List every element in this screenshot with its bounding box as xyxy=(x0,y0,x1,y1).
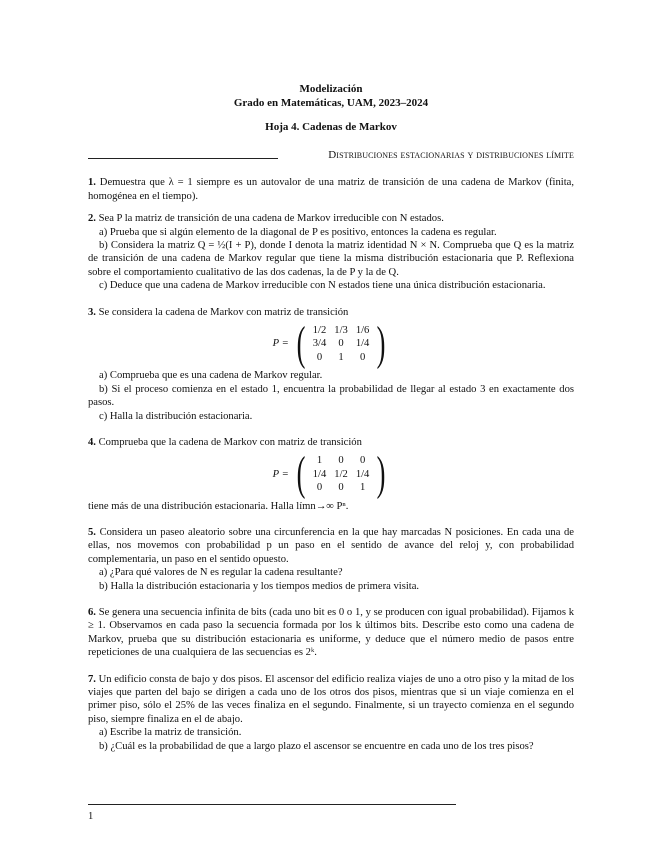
page-number: 1 xyxy=(88,811,94,822)
problem-1 xyxy=(88,176,574,203)
problem-number: 5. xyxy=(88,526,96,538)
footer-rule xyxy=(88,804,456,805)
part-c: c) Deduce que una cadena de Markov irreducible con N estados tiene una única distribución estacionaria. xyxy=(99,280,546,292)
matrix-table xyxy=(309,324,374,364)
left-paren: ( xyxy=(296,447,306,501)
matrix-cell: 1/6 xyxy=(355,325,370,337)
problem-text: Considera un paseo aleatorio sobre una circunferencia en la que hay marcadas N posiciones. En cada una de ellas, nos movemos con probabilidad p un paso en el sentido de avance del reloj y, con probabilidad complementaria, un paso en el sentido opuesto. xyxy=(88,526,574,565)
problem-4 xyxy=(88,436,574,513)
right-paren: ) xyxy=(376,447,386,501)
matrix-cell: 1/2 xyxy=(334,468,348,480)
matrix-table xyxy=(309,454,374,494)
course-line: Grado en Matemáticas, UAM, 2023–2024 xyxy=(233,97,429,109)
problem-text: Sea P la matriz de transición de una cadena de Markov irreducible con N estados. xyxy=(98,213,444,225)
section-heading xyxy=(88,149,574,162)
problem-2 xyxy=(88,212,574,292)
part-b: b) Halla la distribución estacionaria y los tiempos medios de primera visita. xyxy=(99,580,420,592)
matrix-cell: 0 xyxy=(338,338,344,350)
matrix-cell: 1 xyxy=(359,482,366,494)
matrix-cell: 1/3 xyxy=(334,325,348,337)
matrix-cell: 0 xyxy=(316,351,323,363)
problem-number: 1. xyxy=(88,177,96,189)
transition-matrix-p4 xyxy=(88,447,574,501)
matrix-cell: 1/4 xyxy=(355,468,370,480)
part-b: b) ¿Cuál es la probabilidad de que a largo plazo el ascensor se encuentre en cada uno de los tres pisos? xyxy=(99,740,534,752)
matrix-label: P = xyxy=(272,338,289,350)
part-a: a) Escribe la matriz de transición. xyxy=(99,727,242,739)
problem-text: Se genera una secuencia infinita de bits (cada uno bit es 0 o 1, y se producen con igual probabilidad). Fijamos k ≥ 1. Observamos en cada paso la secuencia formada por los k últimos bits. Describe esto como una cadena de Markov, prueba que su distribución estacionaria es uniforme, y deduce que el número medio de pasos entre repeticiones de una cualquiera de las secuencias es 2ᵏ. xyxy=(88,606,574,659)
document-header xyxy=(88,82,574,134)
part-b: b) Si el proceso comienza en el estado 1, encuentra la probabilidad de llegar al estado 3 en exactamente dos pasos. xyxy=(88,383,574,409)
problem-6 xyxy=(88,606,574,660)
part-a: a) Comprueba que es una cadena de Markov regular. xyxy=(99,370,323,382)
part-a: a) Prueba que si algún elemento de la diagonal de P es positivo, entonces la cadena es regular. xyxy=(99,226,497,238)
matrix-cell: 1/4 xyxy=(312,468,327,480)
transition-matrix-p3 xyxy=(88,317,574,371)
section-rule xyxy=(88,158,278,159)
problem-number: 2. xyxy=(88,213,96,225)
sheet-title: Hoja 4. Cadenas de Markov xyxy=(265,121,397,133)
section-title: Distribuciones estacionarias y distribuciones límite xyxy=(328,149,574,161)
right-paren: ) xyxy=(376,317,386,371)
matrix-cell: 1/4 xyxy=(355,338,370,350)
matrix-label: P = xyxy=(272,468,289,480)
problem-text: Comprueba que la cadena de Markov con matriz de transición xyxy=(98,436,362,448)
problem-number: 7. xyxy=(88,673,96,685)
problem-4-after: tiene más de una distribución estacionaria. Halla límn→∞ Pⁿ. xyxy=(88,500,349,512)
part-a: a) ¿Para qué valores de N es regular la cadena resultante? xyxy=(99,567,343,579)
problem-5 xyxy=(88,526,574,593)
document-title: Modelización xyxy=(299,83,363,95)
problem-text: Se considera la cadena de Markov con matriz de transición xyxy=(98,306,349,318)
matrix-cell: 1/2 xyxy=(312,325,327,337)
document-page xyxy=(88,82,574,753)
matrix-cell: 1 xyxy=(338,351,344,363)
matrix-cell: 0 xyxy=(316,482,323,494)
matrix-cell: 0 xyxy=(338,455,344,467)
matrix-cell: 0 xyxy=(359,455,366,467)
matrix-cell: 1 xyxy=(316,455,323,467)
problem-number: 3. xyxy=(88,306,96,318)
matrix-cell: 0 xyxy=(359,351,366,363)
problem-number: 4. xyxy=(88,436,96,448)
part-c: c) Halla la distribución estacionaria. xyxy=(99,410,253,422)
problem-number: 6. xyxy=(88,606,96,618)
problem-3 xyxy=(88,306,574,423)
part-b: b) Considera la matriz Q = ½(I + P), donde I denota la matriz identidad N × N. Comprueba que Q es la matriz de transición de una cadena de Markov regular que tiene la misma distribución estacionaria que P. Reflexiona sobre el comportamiento cualitativo de las dos cadenas, la de P y la de Q. xyxy=(88,240,574,278)
left-paren: ( xyxy=(296,317,306,371)
matrix-cell: 0 xyxy=(338,482,344,494)
matrix-cell: 3/4 xyxy=(312,338,327,350)
problem-text: Un edificio consta de bajo y dos pisos. El ascensor del edificio realiza viajes de uno a otro piso y la mitad de los viajes que parten del bajo se dirigen a cada uno de los otros dos pisos, mientras que si un viaje comienza en el primer piso, sólo el 25% de las veces finaliza en el segundo. Finalmente, si un trayecto comienza en el segundo piso, siempre finaliza en el de abajo. xyxy=(88,673,574,725)
problem-text: Demuestra que λ = 1 siempre es un autovalor de una matriz de transición de una cadena de Markov (finita, homogénea en el tiempo). xyxy=(88,177,575,202)
problem-7 xyxy=(88,673,574,753)
